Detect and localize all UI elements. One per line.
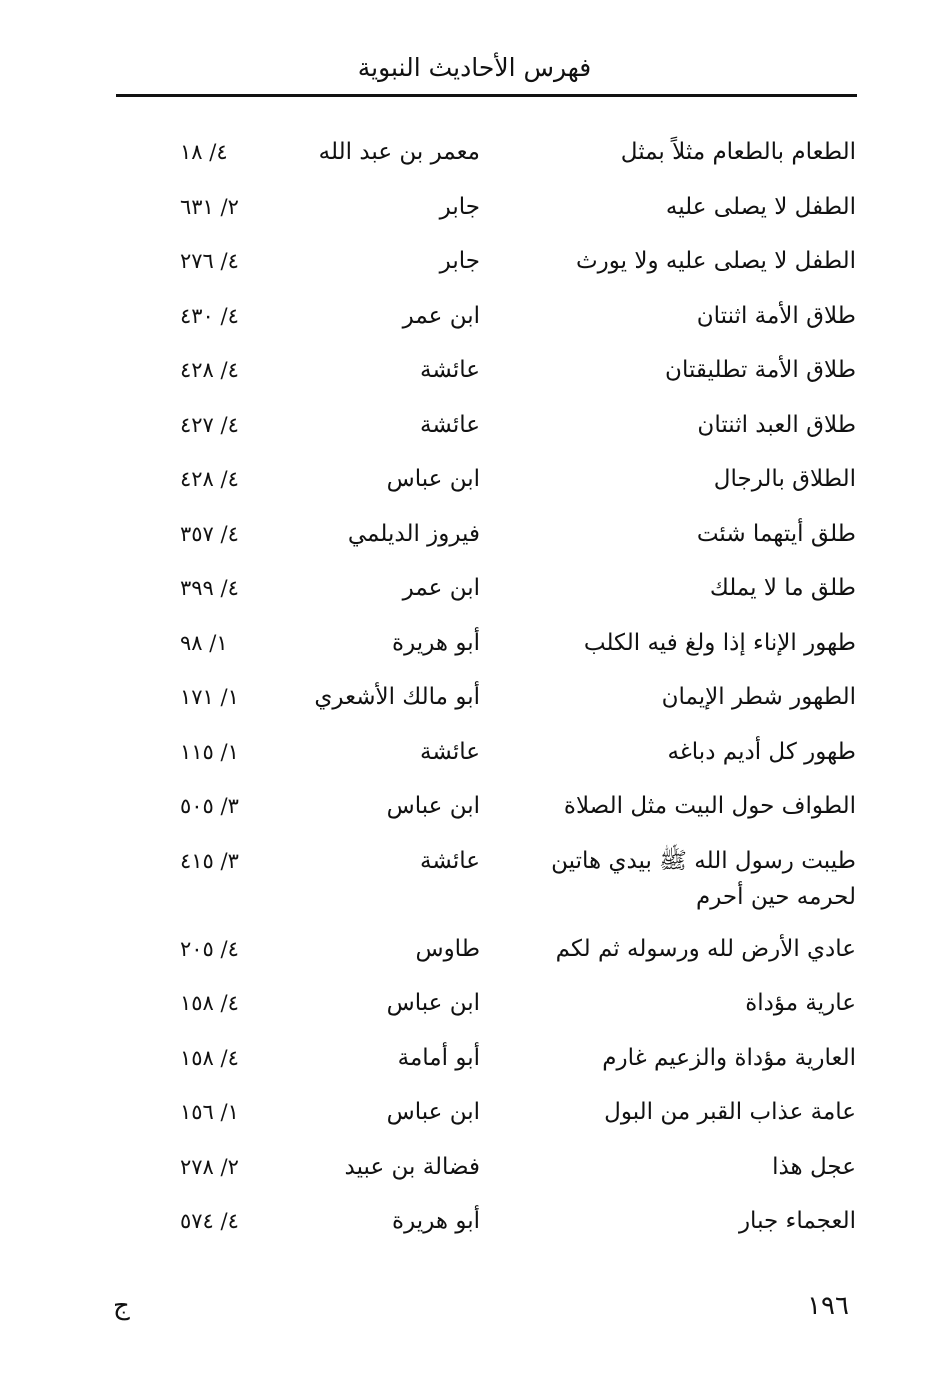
page-header-title: فهرس الأحاديث النبوية [357,53,592,82]
hadith-text: طلاق الأمة تطليقتان [665,357,856,383]
index-entry [0,189,949,244]
index-entry [0,843,949,931]
volume-page-ref: ٢/ ٦٣١ [180,194,239,219]
volume-page-ref: ٤/ ٣٩٩ [180,576,239,600]
index-entry [0,516,949,571]
hadith-text: طلاق الأمة اثنتان [696,302,856,329]
hadith-text: الطفل لا يصلى عليه [665,193,856,220]
hadith-narrator: ابن عمر [402,575,480,601]
volume-page-ref: ٣/ ٤١٥ [180,848,239,873]
index-entry [0,352,949,407]
volume-page-ref: ٤/ ١٨ [180,140,228,164]
hadith-narrator: ابن عباس [386,466,480,492]
hadith-narrator: أبو هريرة [392,1208,480,1234]
hadith-text: الطلاق بالرجال [713,466,856,492]
index-entry [0,298,949,353]
hadith-text: العجماء جبار [738,1208,856,1234]
volume-page-ref: ٤/ ٢٠٥ [180,936,239,961]
index-entry [0,734,949,789]
signature-mark: ج [113,1291,130,1321]
volume-page-ref: ١/ ٩٨ [180,630,228,655]
volume-page-ref: ٤/ ٤٣٠ [180,303,239,328]
hadith-narrator: أبو هريرة [392,629,480,656]
hadith-text: الطعام بالطعام مثلاً بمثل [620,139,856,165]
index-entry [0,625,949,680]
volume-page-ref: ٤/ ١٥٨ [180,991,239,1015]
index-entry [0,1203,949,1258]
hadith-text: طهور الإناء إذا ولغ فيه الكلب [583,629,856,656]
volume-page-ref: ٤/ ١٥٨ [180,1045,239,1070]
hadith-narrator: ابن عمر [402,302,480,329]
volume-page-ref: ٤/ ٤٢٨ [180,467,239,491]
page-number: ١٩٦ [807,1291,849,1321]
volume-page-ref: ١/ ١٧١ [180,685,239,709]
volume-page-ref: ١/ ١١٥ [180,739,239,764]
volume-page-ref: ٢/ ٢٧٨ [180,1154,239,1179]
index-entry [0,931,949,986]
hadith-text: الطواف حول البيت مثل الصلاة [563,793,856,819]
index-entry [0,985,949,1040]
index-entry [0,243,949,298]
volume-page-ref: ٤/ ٤٢٧ [180,412,239,437]
hadith-text: طلق أيتهما شئت [696,520,856,547]
hadith-narrator: ابن عباس [386,793,480,819]
hadith-narrator: معمر بن عبد الله [318,139,480,165]
index-entry [0,679,949,734]
index-entry [0,1040,949,1095]
index-entry [0,134,949,189]
hadith-text: طلاق العبد اثنتان [697,411,856,438]
volume-page-ref: ٤/ ٢٧٦ [180,249,239,273]
hadith-text: الطهور شطر الإيمان [661,684,856,710]
volume-page-ref: ٣/ ٥٠٥ [180,794,239,818]
hadith-narrator: أبو أمامة [397,1044,480,1071]
hadith-narrator: عائشة [420,847,480,874]
hadith-narrator: جابر [439,248,480,274]
index-entry [0,788,949,843]
volume-page-ref: ١/ ١٥٦ [180,1100,239,1124]
hadith-index-list [0,134,949,1258]
hadith-text: عجل هذا [772,1153,856,1180]
hadith-narrator: أبو مالك الأشعري [314,684,480,710]
volume-page-ref: ٤/ ٤٢٨ [180,358,239,382]
hadith-narrator: فضالة بن عبيد [344,1153,480,1180]
hadith-text: عادي الأرض لله ورسوله ثم لكم [555,935,856,962]
hadith-narrator: عائشة [420,738,480,765]
hadith-narrator: عائشة [420,411,480,438]
index-entry [0,1149,949,1204]
index-entry [0,461,949,516]
hadith-narrator: ابن عباس [386,990,480,1016]
hadith-narrator: ابن عباس [386,1099,480,1125]
hadith-text: العارية مؤداة والزعيم غارم [602,1044,856,1071]
volume-page-ref: ٤/ ٣٥٧ [180,521,239,546]
index-entry [0,407,949,462]
hadith-text: طهور كل أديم دباغه [667,738,856,765]
hadith-text: الطفل لا يصلى عليه ولا يورث [576,248,856,274]
hadith-narrator: طاوس [415,935,480,962]
hadith-text: طلق ما لا يملك [709,575,856,601]
index-entry [0,1094,949,1149]
hadith-narrator: جابر [439,193,480,220]
header-rule [116,94,857,97]
index-entry [0,570,949,625]
hadith-narrator: فيروز الديلمي [347,520,480,547]
hadith-text: طيبت رسول الله ﷺ بيدي هاتين لحرمه حين أحرم [551,847,856,910]
hadith-narrator: عائشة [420,357,480,383]
hadith-text: عارية مؤداة [745,990,856,1016]
volume-page-ref: ٤/ ٥٧٤ [180,1209,239,1233]
hadith-text: عامة عذاب القبر من البول [604,1099,856,1125]
